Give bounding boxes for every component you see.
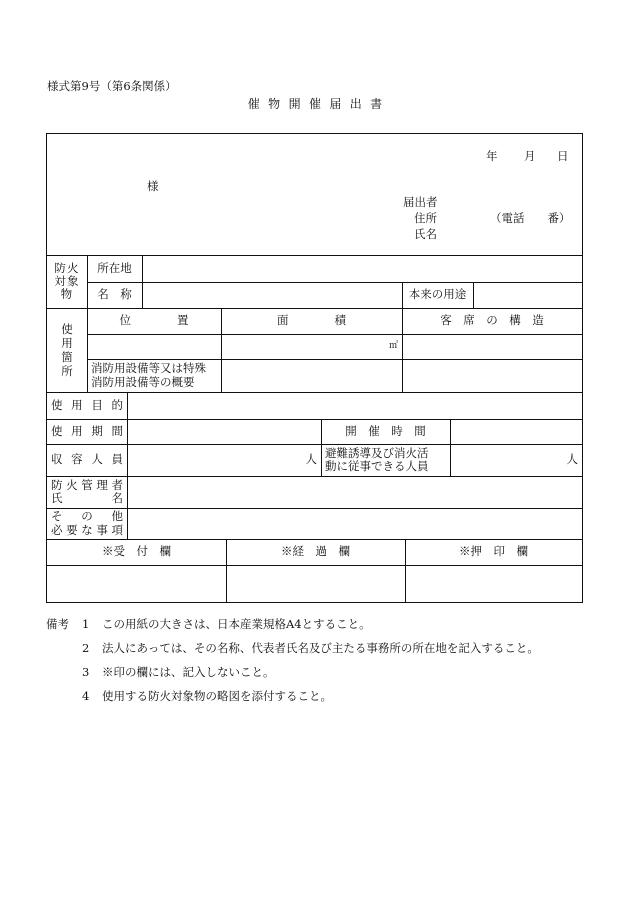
month-label: 月 [524, 149, 536, 163]
notes-section [46, 612, 586, 708]
notes-heading: 備考 [46, 617, 69, 631]
note-item: 2 法人にあっては、その名称、代表者氏名及び主たる事務所の所在地を記入すること。 [82, 641, 539, 655]
evacuation-unit: 人 [566, 452, 578, 467]
form-number: 様式第9号（第6条関係） [47, 79, 177, 93]
seat-structure-header: 客 席 の 構 造 [440, 313, 544, 328]
progress-column-label: ※経 過 欄 [281, 544, 350, 559]
purpose-label: 使用目的 [51, 397, 123, 412]
period-label: 使用期間 [51, 423, 123, 438]
phone-label: （電話 番） [490, 211, 571, 225]
other-matters-label: そ の 他 必要な事項 [51, 509, 123, 537]
name-label: 氏名 [414, 227, 437, 241]
use-place-label: 使用箇所 [61, 322, 73, 378]
document-title: 催物開催届出書 [247, 97, 391, 111]
note-item: 3 ※印の欄には、記入しないこと。 [82, 665, 275, 679]
capacity-unit: 人 [305, 452, 317, 467]
position-header: 位 置 [119, 313, 189, 328]
original-use-label: 本来の用途 [408, 287, 467, 302]
area-unit: ㎡ [388, 341, 398, 352]
object-name-label: 名 称 [97, 287, 132, 302]
note-item: 4 使用する防火対象物の略図を添付すること。 [82, 689, 332, 703]
day-label: 日 [557, 149, 569, 163]
hours-label: 開 催 時 間 [345, 423, 426, 438]
fire-object-label: 防火対象物 [54, 261, 80, 301]
area-header: 面 積 [277, 313, 346, 328]
capacity-label: 収容人員 [51, 452, 123, 467]
seal-column-label: ※押 印 欄 [459, 544, 528, 559]
equipment-label: 消防用設備等又は特殊 消防用設備等の概要 [91, 361, 206, 389]
note-item: 備考 1 この用紙の大きさは、日本産業規格A4とすること。 [46, 612, 586, 636]
address-label: 住所 [414, 211, 437, 225]
reception-column-label: ※受 付 欄 [102, 544, 171, 559]
fire-manager-label: 防火管理者 氏 名 [51, 477, 123, 505]
evacuation-staff-label: 避難誘導及び消火活 動に従事できる人員 [325, 445, 429, 473]
addressee-label: 様 [147, 179, 159, 193]
form-table [46, 133, 583, 603]
location-label: 所在地 [97, 260, 132, 275]
year-label: 年 [486, 149, 498, 163]
applicant-label: 届出者 [403, 195, 438, 209]
